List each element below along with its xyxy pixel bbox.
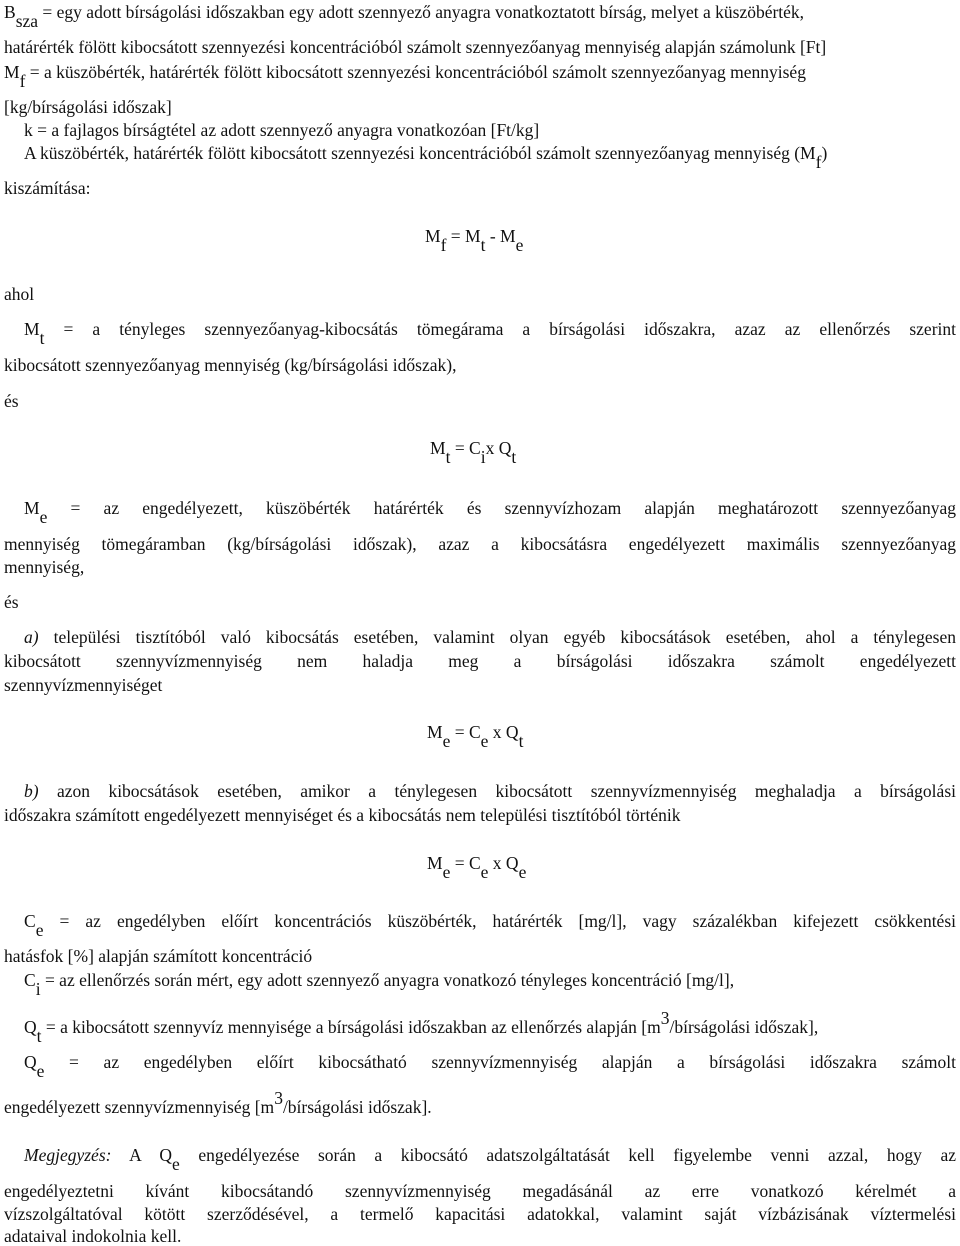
definition-qe-cont: engedélyezett szennyvízmennyiség [m3/bírságolási időszak].	[4, 1088, 432, 1117]
definition-me-end: mennyiség,	[4, 557, 85, 577]
note-cont-2: vízszolgáltatóval kötött szerződésével, a termelő kapacitási adatokkal, valamint saját vízbázisának víztermelési	[4, 1204, 956, 1224]
case-a-cont: kibocsátott szennyvízmennyiség nem haladja meg a bírságolási időszakra számolt engedélyezett	[4, 651, 956, 671]
case-b-cont: időszakra számított engedélyezett mennyiséget és a kibocsátás nem települési tisztítóból történik	[4, 805, 681, 825]
note-cont-3: adataival indokolnia kell.	[4, 1226, 182, 1246]
definition-mt: Mt = a tényleges szennyezőanyag-kibocsátás tömegárama a bírságolási időszakra, azaz az ellenőrzés szerint	[24, 319, 956, 348]
case-a-end: szennyvízmennyiséget	[4, 675, 163, 695]
definition-mt-cont: kibocsátott szennyezőanyag mennyiség (kg/bírságolási időszak),	[4, 355, 457, 375]
formula-me-a: Me = Ce x Qt	[427, 722, 524, 751]
formula-me-b: Me = Ce x Qe	[427, 853, 527, 882]
definition-k: k = a fajlagos bírságtétel az adott szennyező anyagra vonatkozóan [Ft/kg]	[24, 120, 540, 140]
mf-calc-intro-cont: kiszámítása:	[4, 178, 91, 198]
definition-me-cont: mennyiség tömegáramban (kg/bírságolási időszak), azaz a kibocsátásra engedélyezett maximális szennyezőanyag	[4, 534, 956, 554]
definition-ci: Ci = az ellenőrzés során mért, egy adott szennyező anyagra vonatkozó tényleges koncentráció [mg/l],	[24, 970, 735, 999]
definition-qt: Qt = a kibocsátott szennyvíz mennyisége a bírságolási időszakban az ellenőrzés alapján [m3/bírságolási időszak],	[24, 1008, 819, 1046]
definition-bsza: Bsza = egy adott bírságolási időszakban egy adott szennyező anyagra vonatkoztatott bírság, melyet a küszöbérték,	[4, 2, 805, 31]
case-b: b) azon kibocsátások esetében, amikor a ténylegesen kibocsátott szennyvízmennyiség meghaladja a bírságolási	[24, 781, 956, 801]
definition-mf-unit: [kg/bírságolási időszak]	[4, 97, 172, 117]
definition-ce-cont: hatásfok [%] alapján számított koncentráció	[4, 946, 313, 966]
note-cont-1: engedélyeztetni kívánt kibocsátandó szennyvízmennyiség megadásánál az erre vonatkozó kérelmét a	[4, 1181, 956, 1201]
definition-bsza-cont: határérték fölött kibocsátott szennyezési koncentrációból számolt szennyezőanyag mennyiség alapján számolunk [Ft]	[4, 37, 827, 57]
formula-mf: Mf = Mt - Me	[425, 226, 524, 255]
label-ahol: ahol	[4, 284, 35, 304]
definition-mf: Mf = a küszöbérték, határérték fölött kibocsátott szennyezési koncentrációból számolt szennyezőanyag mennyiség	[4, 62, 806, 91]
definition-me: Me = az engedélyezett, küszöbérték határérték és szennyvízhozam alapján meghatározott szennyezőanyag	[24, 498, 956, 527]
label-es: és	[4, 391, 19, 411]
note: Megjegyzés: A Qe engedélyezése során a kibocsátó adatszolgáltatását kell figyelembe venni azzal, hogy az	[24, 1145, 956, 1174]
definition-ce: Ce = az engedélyben előírt koncentrációs küszöbérték, határérték [mg/l], vagy százalékban kifejezett csökkentési	[24, 911, 956, 940]
case-a: a) települési tisztítóból való kibocsátás esetében, valamint olyan egyéb kibocsátások esetében, ahol a ténylegesen	[24, 627, 956, 647]
definition-qe: Qe = az engedélyben előírt kibocsátható szennyvízmennyiség alapján a bírságolási időszakra számolt	[24, 1052, 956, 1081]
label-es-2: és	[4, 592, 19, 612]
formula-mt: Mt = Cix Qt	[430, 438, 517, 467]
mf-calc-intro: A küszöbérték, határérték fölött kibocsátott szennyezési koncentrációból számolt szennyezőanyag mennyiség (Mf)	[24, 143, 828, 172]
